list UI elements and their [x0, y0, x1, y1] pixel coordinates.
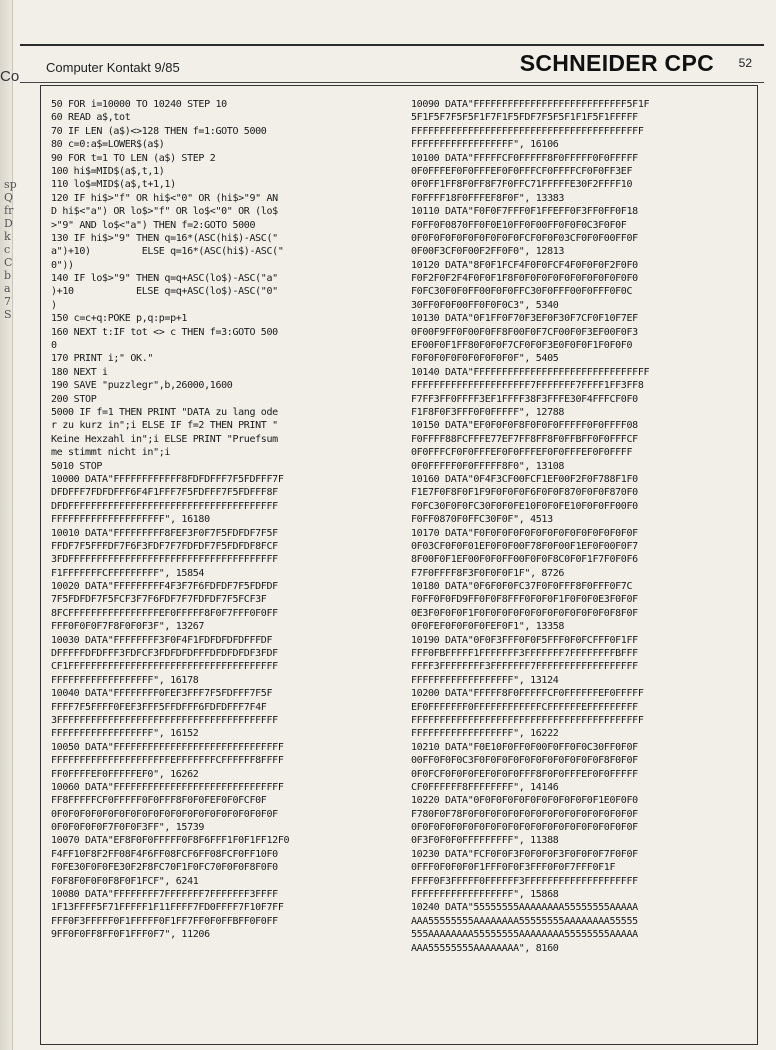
code-line: 7F5FDFDF7F5FCF3F7F6FDF7F7FDFDF7F5FCF3F — [51, 594, 267, 606]
code-line: 200 STOP — [51, 393, 97, 405]
header-bottom-rule — [20, 82, 764, 83]
code-line: DFDFFF7FDFDFFF6F4F1FFF7F5FDFFF7F5FDFFF8F — [51, 487, 278, 499]
code-line: )+10 ELSE q=q+ASC(lo$)-ASC("0" — [51, 286, 278, 298]
code-line: FFFF7F5FFFF0FEF3FFF5FFDFFF6FDFDFFF7F4F — [51, 701, 267, 713]
code-line: 1F13FFFF5F71FFFFF1F11FFFF7FD0FFFF7F10F7FF — [51, 902, 284, 914]
code-line: 555AAAAAAAA55555555AAAAAAAA55555555AAAAA — [411, 929, 638, 941]
code-line: EF0FFFFFFF0FFFFFFFFFFFFCFFFFFFEFFFFFFFFF — [411, 701, 638, 713]
listing-left-column — [51, 98, 401, 942]
fragment-letter: S — [4, 308, 12, 321]
code-line: CF1FFFFFFFFFFFFFFFFFFFFFFFFFFFFFFFFFFFFF — [51, 661, 278, 673]
code-line: F0FF0870F0FFC30F0F", 4513 — [411, 514, 553, 526]
code-line: 90 FOR t=1 TO LEN (a$) STEP 2 — [51, 152, 216, 164]
fragment-letter: C — [4, 256, 13, 269]
code-line: FFFF0F3FFFFF0FFFFFF3FFFFFFFFFFFFFFFFFFFF — [411, 875, 638, 887]
code-line: 10120 DATA"8F0F1FCF4F0F0FCF4F0F0F0F2F0F0 — [411, 259, 638, 271]
adjacent-page-fragment — [0, 70, 24, 400]
code-line: 9FF0F0FF8FF0F1FFF0F7", 11206 — [51, 929, 210, 941]
fragment-heading: Co — [0, 68, 20, 85]
program-listing — [40, 85, 758, 1045]
code-line: F1E7F0F8F0F1F9F0F0F0F6F0F0F870F0F0F870F0 — [411, 487, 638, 499]
code-line: 0F0F0F0F0F7F0F0F3FF", 15739 — [51, 822, 205, 834]
code-line: F0FC30F0F0FC30F0F0FE10F0F0FE10F0F0FF00F0 — [411, 500, 638, 512]
code-line: 180 NEXT i — [51, 366, 108, 378]
code-line: 10060 DATA"FFFFFFFFFFFFFFFFFFFFFFFFFFFFFF — [51, 781, 284, 793]
code-line: 0F0FFFFF0F0FFFFF8F0", 13108 — [411, 460, 565, 472]
fragment-letter: 7 — [4, 295, 11, 308]
code-line: 3FDFFFFFFFFFFFFFFFFFFFFFFFFFFFFFFFFFFFFF — [51, 554, 278, 566]
code-line: >"9" AND lo$<"a") THEN f=2:GOTO 5000 — [51, 219, 256, 231]
fragment-letter: Q — [4, 191, 14, 204]
code-line: D hi$<"a") OR lo$>"f" OR lo$<"0" OR (lo$ — [51, 206, 278, 218]
code-line: FF0FFFFEF0FFFFFEF0", 16262 — [51, 768, 199, 780]
code-line: 160 NEXT t:IF tot <> c THEN f=3:GOTO 500 — [51, 326, 278, 338]
code-line: FFF0FBFFFFF1FFFFFFF3FFFFFFF7FFFFFFFFBFFF — [411, 648, 638, 660]
code-line: DFFFFFDFDFFF3FDFCF3FDFDFDFFFDFDFDFDF3FDF — [51, 648, 278, 660]
code-line: 10070 DATA"EF8F0F0FFFFF0F8F6FFF1F0F1FF12F0 — [51, 835, 290, 847]
code-line: 10160 DATA"0F4F3CF00FCF1EF00F2F0F788F1F0 — [411, 473, 638, 485]
code-line: r zu kurz in";i ELSE IF f=2 THEN PRINT " — [51, 420, 278, 432]
code-line: 0F3F0F0F0FFFFFFFFF", 11388 — [411, 835, 559, 847]
code-line: 3FFFFFFFFFFFFFFFFFFFFFFFFFFFFFFFFFFFFFFF — [51, 714, 278, 726]
code-line: 10030 DATA"FFFFFFFF3F0F4F1FDFDFDFDFFFDF — [51, 634, 273, 646]
code-line: 80 c=0:a$=LOWER$(a$) — [51, 139, 165, 151]
code-line: ) — [51, 299, 57, 311]
listing-right-column — [411, 98, 761, 955]
code-line: 8FCFFFFFFFFFFFFFFFFEF0FFFFF8F0F7FFF0F0FF — [51, 607, 278, 619]
code-line: FFFF3FFFFFFFF3FFFFFFF7FFFFFFFFFFFFFFFFFF — [411, 661, 638, 673]
code-line: 10130 DATA"0F1FF0F70F3EF0F30F7CF0F10F7EF — [411, 313, 638, 325]
code-line: DFDFFFFFFFFFFFFFFFFFFFFFFFFFFFFFFFFFFFFF — [51, 500, 278, 512]
code-line: 0F0FFFCF0F0FFFEF0F0FFFEF0F0FFFEF0F0FFFF — [411, 447, 633, 459]
code-line: 10140 DATA"FFFFFFFFFFFFFFFFFFFFFFFFFFFFFFF — [411, 366, 650, 378]
code-line: 0F0F0F0F0F0F0F0F0F0F0F0F0F0F0F0F0F0F0F0F — [411, 822, 638, 834]
code-line: 10100 DATA"FFFFFCF0FFFFF8F0FFFFF0F0FFFFF — [411, 152, 638, 164]
fragment-letter: a — [4, 282, 11, 295]
code-line: F0F2F0F2F4F0F0F1F8F0F0F0F0F0F0F0F0F0F0F0 — [411, 273, 638, 285]
code-line: 10110 DATA"F0F0F7FFF0F1FFEFF0F3FF0FF0F18 — [411, 206, 638, 218]
fragment-letter: b — [4, 269, 12, 282]
fragment-letter: D — [4, 217, 13, 230]
fragment-letter: c — [4, 243, 11, 256]
code-line: 10150 DATA"EF0F0F0F8F0F0F0FFFFF0F0FFFF08 — [411, 420, 638, 432]
code-line: 100 hi$=MID$(a$,t,1) — [51, 165, 165, 177]
code-line: F0FC30F0F0FF00F0F0FFC30F0FFF00F0FFF0F0C — [411, 286, 633, 298]
code-line: 5000 IF f=1 THEN PRINT "DATA zu lang ode — [51, 406, 278, 418]
code-line: F1FFFFFFFCFFFFFFFFF", 15854 — [51, 567, 205, 579]
code-line: 0F03CF0F0F01EF0F0F00F78F0F00F1EF0F00F0F7 — [411, 540, 638, 552]
code-line: 10090 DATA"FFFFFFFFFFFFFFFFFFFFFFFFFFF5F1F — [411, 99, 650, 110]
code-line: 10050 DATA"FFFFFFFFFFFFFFFFFFFFFFFFFFFFFF — [51, 741, 284, 753]
code-line: FFFFFFFFFFFFFFFFFFFFF7FFFFFFF7FFFF1FF3FF8 — [411, 380, 644, 392]
code-line: AAA55555555AAAAAAAA", 8160 — [411, 942, 559, 954]
code-line: 130 IF hi$>"9" THEN q=16*(ASC(hi$)-ASC(" — [51, 232, 278, 244]
code-line: FFDF7F5FFFDF7F6F3FDF7F7FDFDF7F5FDFDF8FCF — [51, 540, 278, 552]
code-line: FFFFFFFFFFFFFFFFFFFFFFFFFFFFFFFFFFFFFFFFF — [411, 714, 644, 726]
code-line: F0FF0F0FD9FF0F0F8FFF0F0F0F1F0F0F0E3F0F0F — [411, 594, 638, 606]
code-line: CF0FFFFFF8FFFFFFFF", 14146 — [411, 781, 559, 793]
code-line: 0F0FEF0F0F0F0FEF0F1", 13358 — [411, 621, 565, 633]
code-line: 10220 DATA"0F0F0F0F0F0F0F0F0F0F0F1E0F0F0 — [411, 795, 638, 807]
code-line: 10010 DATA"FFFFFFFFF8FEF3F0F7F5FDFDF7F5F — [51, 527, 278, 539]
code-line: FFF0F0F0F7F8F0F0F3F", 13267 — [51, 621, 205, 633]
code-line: F0FFFF88FCFFFE77EF7FF8FF8F0FFBFF0F0FFFCF — [411, 433, 638, 445]
code-line: 150 c=c+q:POKE p,q:p=p+1 — [51, 313, 188, 325]
code-line: a")+10) ELSE q=16*(ASC(hi$)-ASC(" — [51, 246, 284, 258]
code-line: 140 IF lo$>"9" THEN q=q+ASC(lo$)-ASC("a" — [51, 273, 278, 285]
code-line: 30FF0F0F00FF0F0F0C3", 5340 — [411, 299, 559, 311]
code-line: FFFFFFFFFFFFFFFFFF", 16152 — [51, 728, 199, 740]
code-line: F0F8F0F0F0F8F0F1FCF", 6241 — [51, 875, 199, 887]
code-line: FFFFFFFFFFFFFFFFFF", 15868 — [411, 889, 559, 901]
header-top-rule — [20, 44, 764, 46]
code-line: F7F0FFFF8F3F0F0F0F1F", 8726 — [411, 567, 565, 579]
code-line: 0F0FCF0F0F0FEF0F0F0FFF8F0F0FFFEF0F0FFFFF — [411, 768, 638, 780]
code-line: 5F1F5F7F5F5F1F7F1F5FDF7F5F5F1F1F5F1FFFFF — [411, 112, 638, 124]
code-line: 190 SAVE "puzzlegr",b,26000,1600 — [51, 380, 233, 392]
code-line: EF00F0F1FF80F0F0F7CF0F0F3E0F0F0F1F0F0F0 — [411, 340, 633, 352]
fragment-letter: k — [4, 230, 11, 243]
code-line: 0F0FFFEF0F0FFFEF0F0FFFCF0FFFFCF0F0FF3EF — [411, 165, 633, 177]
code-line: F0F0F0F0F0F0F0F0F0F", 5405 — [411, 353, 559, 365]
code-line: 0 — [51, 340, 57, 352]
code-line: 10200 DATA"FFFFF8F0FFFFFCF0FFFFFFEF0FFFFF — [411, 688, 644, 700]
code-line: 10040 DATA"FFFFFFFF0FEF3FFF7F5FDFFF7F5F — [51, 688, 273, 700]
code-line: 10210 DATA"F0E10F0FF0F00F0FF0F0C30FF0F0F — [411, 741, 638, 753]
code-line: 120 IF hi$>"f" OR hi$<"0" OR (hi$>"9" AN — [51, 192, 278, 204]
code-line: F0FE30F0F0FE30F2F8FC70F1F0FC70F0F0F8F0F0 — [51, 862, 278, 874]
code-line: FFFFFFFFFFFFFFFFFF", 13124 — [411, 674, 559, 686]
code-line: F7FF3FF0FFFF3EF1FFFF38F3FFFE30F4FFFCF0F0 — [411, 393, 638, 405]
code-line: 10180 DATA"0F6F0F0FC37F0F0FFF8F0FFF0F7C — [411, 581, 633, 593]
code-line: F0FFFF18F0FFFEF8F0F", 13383 — [411, 192, 565, 204]
code-line: Keine Hexzahl in";i ELSE PRINT "Pruefsum — [51, 433, 278, 445]
code-line: 0F00F3CF0F00F2FF0F0", 12813 — [411, 246, 565, 258]
code-line: 0FFF0F0F0F0F1FFF0F0F3FFF0F0F7FFF0F1F — [411, 862, 616, 874]
code-line: FF8FFFFFCF0FFFFF0F0FFF8F0F0FEF0F0FCF0F — [51, 795, 267, 807]
code-line: 10080 DATA"FFFFFFFF7FFFFFFF7FFFFFFF3FFFF — [51, 889, 278, 901]
page-number: 52 — [738, 56, 752, 70]
code-line: 10020 DATA"FFFFFFFFF4F3F7F6FDFDF7F5FDFDF — [51, 581, 278, 593]
code-line: 0F0F0F0F0F0F0F0F0F0F0F0F0F0F0F0F0F0F0F0F — [51, 808, 278, 820]
code-line: F1F8F0F3FFF0F0FFFFF", 12788 — [411, 406, 565, 418]
code-line: me stimmt nicht in";i — [51, 447, 171, 459]
code-line: AAA55555555AAAAAAAA55555555AAAAAAAA55555 — [411, 915, 638, 927]
magazine-issue: Computer Kontakt 9/85 — [46, 60, 180, 75]
code-line: FFFFFFFFFFFFFFFFFF", 16222 — [411, 728, 559, 740]
code-line: 0E3F0F0F0F1F0F0F0F0F0F0F0F0F0F0F0F0F8F0F — [411, 607, 638, 619]
code-line: 00FF0F0F0C3F0F0F0F0F0F0F0F0F0F0F0F8F0F0F — [411, 755, 638, 767]
code-line: 0F00F9FF0F00F0FF8F00F0F7CF00F0F3EF00F0F3 — [411, 326, 638, 338]
code-line: 10230 DATA"FCF0F0F3F0F0F0F3F0F0F0F7F0F0F — [411, 848, 638, 860]
code-line: 0")) — [51, 259, 74, 271]
code-line: FFFFFFFFFFFFFFFFFFFFFFFFFFFFFFFFFFFFFFFFF — [411, 125, 644, 137]
code-line: 5010 STOP — [51, 460, 103, 472]
code-line: FFFFFFFFFFFFFFFFFF", 16106 — [411, 139, 559, 151]
code-line: 60 READ a$,tot — [51, 112, 131, 124]
code-line: 10240 DATA"55555555AAAAAAAA55555555AAAAA — [411, 902, 638, 914]
code-line: 8F00F0F1EF00F0F0FF00F0F0F8C0F0F1F7F0F0F6 — [411, 554, 638, 566]
code-line: FFFFFFFFFFFFFFFFFFFFFEFFFFFFFCFFFFFF8FFFF — [51, 755, 284, 767]
code-line: F4FF10F8F2FF08F4F6FF08FCF6FF08FCF0FF10F0 — [51, 848, 278, 860]
code-line: F0FF0F0870FF0F0E10FF0F00FF0F0F0C3F0F0F — [411, 219, 627, 231]
code-line: 10170 DATA"F0F0F0F0F0F0F0F0F0F0F0F0F0F0F — [411, 527, 638, 539]
code-line: 10190 DATA"0F0F3FFF0F0F5FFF0F0FCFFF0F1FF — [411, 634, 638, 646]
code-line: 10000 DATA"FFFFFFFFFFFF8FDFDFFF7F5FDFFF7F — [51, 473, 284, 485]
code-line: 170 PRINT i;" OK." — [51, 353, 154, 365]
fragment-letter: fr — [4, 204, 14, 217]
code-line: FFF0F3FFFFF0F1FFFFF0F1FF7FF0F0FFBFF0F0FF — [51, 915, 278, 927]
code-line: FFFFFFFFFFFFFFFFFFFF", 16180 — [51, 514, 210, 526]
section-title: SCHNEIDER CPC — [519, 50, 714, 76]
code-line: 0F0F0F0F0F0F0F0F0F0FCF0F0F03CF0F0F00FF0F — [411, 232, 638, 244]
page-header — [46, 50, 758, 80]
code-line: 70 IF LEN (a$)<>128 THEN f=1:GOTO 5000 — [51, 125, 267, 137]
code-line: F780F0F78F0F0F0F0F0F0F0F0F0F0F0F0F0F0F0F — [411, 808, 638, 820]
code-line: FFFFFFFFFFFFFFFFFF", 16178 — [51, 674, 199, 686]
fragment-letter: sp — [4, 178, 17, 191]
code-line: 0F0FF1FF8F0FF8F7F0FFC71FFFFFE30F2FFFF10 — [411, 179, 633, 191]
code-line: 110 lo$=MID$(a$,t+1,1) — [51, 179, 176, 191]
code-line: 50 FOR i=10000 TO 10240 STEP 10 — [51, 99, 227, 110]
